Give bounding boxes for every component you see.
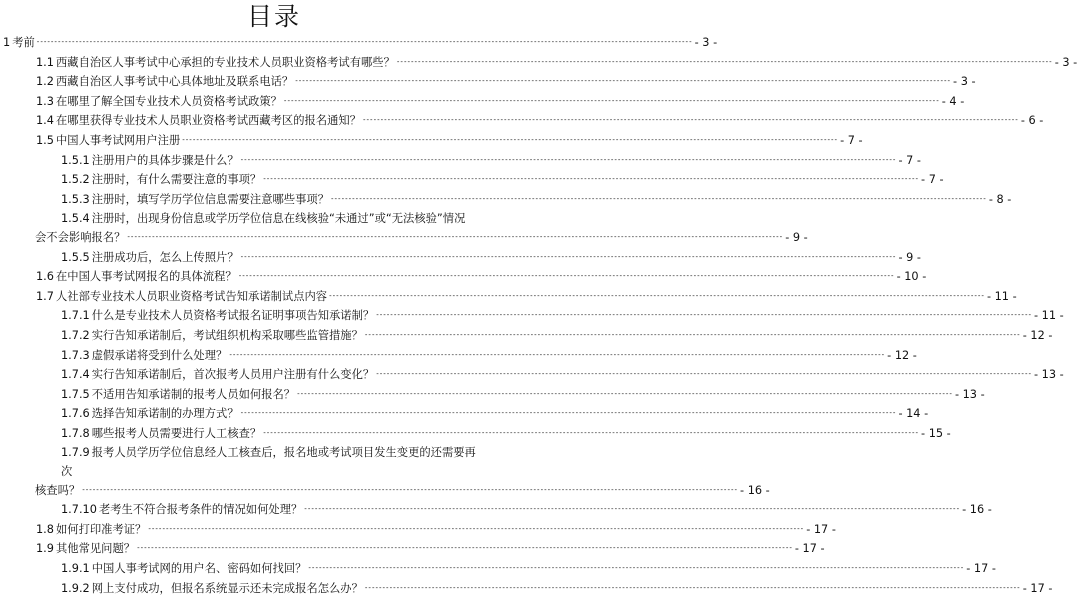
toc-text: 其他常见问题？ [55,542,136,556]
toc-entry-1-7-1[interactable] [0,307,1064,327]
toc-leader [263,171,919,191]
toc-leader [365,580,1021,599]
toc-leader [263,425,919,445]
toc-text: 考前 [12,36,35,49]
toc-number: 1.7.8 [61,426,90,440]
toc-page-number: - 7 - [898,153,921,167]
toc-text: 注册时，填写学历学位信息需要注意哪些事项？ [91,192,329,206]
toc-page-number: - 17 - [794,542,825,556]
toc-leader [397,54,1053,74]
toc-number: 1.7.1 [61,309,90,323]
toc-number: 1.5.2 [61,173,90,187]
toc-number: 1.9 [36,542,54,556]
toc-page-number: - 13 - [954,387,985,401]
toc-text: 注册成功后，怎么上传照片？ [91,250,239,264]
toc-text: 在中国人事考试网报名的具体流程？ [55,270,237,284]
toc-entry-1-7-4[interactable] [0,366,1064,386]
toc-entry-1-2[interactable] [0,73,976,93]
toc-leader [148,521,804,541]
toc-entry-1-9[interactable] [0,540,825,560]
toc-leader [304,501,960,521]
toc-entry-1-5-4[interactable] [0,210,808,248]
toc-entry-1[interactable] [0,34,718,54]
toc-leader [37,34,693,54]
toc-leader [365,327,1021,347]
toc-text: 实行告知承诺制后，考试组织机构采取哪些监管措施？ [91,328,363,342]
toc-page-number: - 13 - [1034,368,1064,382]
toc-leader [127,229,783,249]
toc-text: 人社部专业技术人员职业资格考试告知承诺制试点内容 [55,289,328,303]
table-of-contents [0,34,1077,599]
toc-number: 1 [3,36,11,49]
toc-entry-1-3[interactable] [0,93,965,113]
toc-number: 1.5.1 [61,153,90,167]
toc-page-number: - 11 - [986,289,1017,303]
toc-page-number: - 14 - [898,407,929,421]
toc-entry-1-5-2[interactable] [0,171,944,191]
toc-page-number: - 15 - [921,426,951,440]
toc-leader [182,132,838,152]
toc-number: 1.5 [36,133,54,147]
toc-text: 注册用户的具体步骤是什么？ [91,153,239,167]
toc-number: 1.7.2 [61,328,90,342]
toc-page-number: - 7 - [840,133,863,147]
toc-entry-1-5-1[interactable] [0,152,921,172]
toc-entry-1-7-5[interactable] [0,386,985,406]
toc-leader [241,249,897,269]
toc-page-number: - 10 - [896,270,927,284]
toc-text: 网上支付成功，但报名系统显示还未完成报名怎么办？ [91,581,363,595]
toc-text: 选择告知承诺制的办理方式？ [91,407,239,421]
toc-text: 虚假承诺将受到什么处理？ [91,348,228,362]
toc-text: 什么是专业技术人员资格考试报名证明事项告知承诺制？ [91,309,375,323]
toc-page-number: - 3 - [1054,55,1077,69]
toc-page-number: - 3 - [694,36,718,49]
toc-entry-1-7[interactable] [0,288,1017,308]
toc-leader [308,560,964,580]
toc-number: 1.6 [36,270,54,284]
toc-page-number: - 3 - [953,75,976,89]
toc-entry-1-4[interactable] [0,112,1044,132]
toc-text-continued: 核查吗？ [35,483,81,497]
toc-entry-1-6[interactable] [0,268,927,288]
toc-number: 1.1 [36,55,54,69]
toc-text: 中国人事考试网的用户名、密码如何找回？ [91,562,307,576]
toc-entry-1-7-3[interactable] [0,347,917,367]
toc-number: 1.7.5 [61,387,90,401]
toc-number: 1.9.1 [61,562,90,576]
toc-leader [331,191,987,211]
toc-page-number: - 11 - [1034,309,1064,323]
toc-leader [363,112,1019,132]
toc-number: 1.7 [36,289,54,303]
toc-leader [137,540,793,560]
toc-number: 1.7.6 [61,407,90,421]
toc-leader [295,73,951,93]
toc-number: 1.7.9 [61,446,90,460]
toc-leader [297,386,953,406]
toc-entry-1-9-2[interactable] [0,580,1053,599]
toc-leader [376,366,1032,386]
toc-number: 1.9.2 [61,581,90,595]
toc-number: 1.5.4 [61,212,90,226]
toc-leader [82,482,738,502]
toc-text: 实行告知承诺制后，首次报考人员用户注册有什么变化？ [91,368,375,382]
toc-page-number: - 9 - [785,230,808,244]
toc-leader [284,93,940,113]
toc-number: 1.3 [36,94,54,108]
toc-number: 1.5.3 [61,192,90,206]
toc-page-number: - 8 - [988,192,1012,206]
toc-text: 不适用告知承诺制的报考人员如何报名？ [91,387,296,401]
toc-entry-1-5-5[interactable] [0,249,921,269]
toc-leader [376,307,1032,327]
toc-number: 1.7.10 [61,503,97,517]
toc-page-number: - 9 - [898,250,921,264]
toc-text: 中国人事考试网用户注册 [55,133,181,147]
toc-leader [239,268,895,288]
toc-entry-1-9-1[interactable] [0,560,996,580]
toc-text-continued: 会不会影响报名？ [35,230,126,244]
toc-page-number: - 12 - [887,348,917,362]
toc-entry-1-7-2[interactable] [0,327,1053,347]
toc-page-number: - 17 - [966,562,996,576]
toc-number: 1.4 [36,114,54,128]
toc-leader [241,152,897,172]
toc-text: 在哪里获得专业技术人员职业资格考试西藏考区的报名通知？ [55,114,361,128]
toc-entry-1-1[interactable] [0,54,1077,74]
toc-leader [329,288,985,308]
toc-text: 西藏自治区人事考试中心具体地址及联系电话？ [55,75,294,89]
toc-page-number: - 17 - [806,522,836,536]
toc-page-number: - 16 - [962,503,992,517]
toc-page-number: - 16 - [740,483,770,497]
toc-text: 注册时，出现身份信息或学历学位信息在线核验“未通过”或“无法核验”情况 [91,212,466,226]
toc-page-number: - 6 - [1020,114,1044,128]
toc-leader [229,347,885,367]
toc-text: 老考生不符合报考条件的情况如何处理？ [98,503,303,517]
toc-page-number: - 12 - [1022,328,1053,342]
toc-entry-1-8[interactable] [0,521,836,541]
toc-text: 报考人员学历学位信息经人工核查后，报名地或考试项目发生变更的还需要再次 [61,446,476,479]
toc-number: 1.7.4 [61,368,90,382]
toc-number: 1.2 [36,75,54,89]
toc-page-number: - 7 - [921,173,944,187]
page-title: 目录 [246,2,301,31]
toc-entry-1-5-3[interactable] [0,191,1012,211]
toc-text: 哪些报考人员需要进行人工核查？ [91,426,262,440]
toc-page-number: - 4 - [941,94,965,108]
toc-leader [241,405,897,425]
toc-entry-1-5[interactable] [0,132,863,152]
toc-entry-1-7-10[interactable] [0,501,992,521]
toc-entry-1-7-9[interactable] [0,444,770,501]
toc-number: 1.5.5 [61,250,90,264]
toc-text: 在哪里了解全国专业技术人员资格考试政策？ [55,94,282,108]
toc-number: 1.7.3 [61,348,90,362]
toc-text: 注册时，有什么需要注意的事项？ [91,173,262,187]
toc-page-number: - 17 - [1022,581,1053,595]
toc-text: 西藏自治区人事考试中心承担的专业技术人员职业资格考试有哪些？ [55,55,395,69]
toc-text: 如何打印准考证？ [55,522,147,536]
toc-entry-1-7-8[interactable] [0,425,951,445]
toc-entry-1-7-6[interactable] [0,405,929,425]
toc-number: 1.8 [36,522,54,536]
